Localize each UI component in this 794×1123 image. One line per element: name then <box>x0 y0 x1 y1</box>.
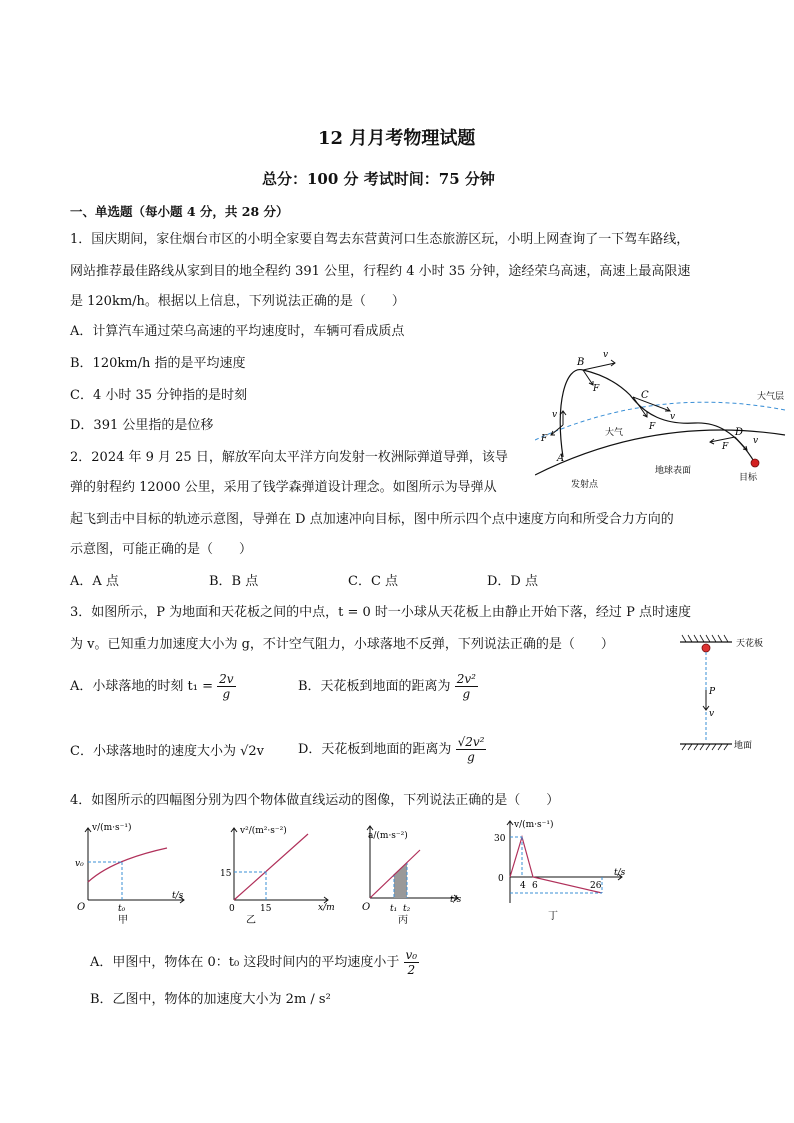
q4-option-b: B．乙图中，物体的加速度大小为 2m / s² <box>90 992 331 1007</box>
yi-name: 乙 <box>246 915 256 925</box>
q2-line-4: 示意图，可能正确的是（ ） <box>70 542 253 557</box>
bing-ylabel: a/(m·s⁻²) <box>368 831 408 841</box>
bing-xlabel: t/s <box>450 895 462 905</box>
q2-line-2: 弹的射程约 12000 公里，采用了钱学森弹道设计理念。如图所示为导弹从 <box>70 480 497 495</box>
q3-line-1: 3．如图所示，P 为地面和天花板之间的中点，t = 0 时一小球从天花板上由静止开始下落，经过 P 点时速度 <box>70 605 691 620</box>
q3-d-denominator: g <box>467 750 475 764</box>
q1-option-b: B．120km/h 指的是平均速度 <box>70 356 246 371</box>
q2-line-3: 起飞到击中目标的轨迹示意图，导弹在 D 点加速冲向目标，图中所示四个点中速度方向和所受合力方向的 <box>70 512 674 527</box>
q3-line-2: 为 v。已知重力加速度大小为 g，不计空气阻力，小球落地不反弹，下列说法正确的是（ ） <box>70 637 614 652</box>
velocity-v-label: v <box>709 709 715 719</box>
q3-d-numerator: √2v² <box>457 735 485 749</box>
q1-option-d: D．391 公里指的是位移 <box>70 418 214 433</box>
q3-option-d <box>298 735 486 764</box>
graph-jia <box>72 820 192 925</box>
graph-bing <box>360 820 470 925</box>
q4-a-numerator: v₀ <box>405 948 418 962</box>
q4-a-denominator: 2 <box>407 963 416 977</box>
point-c-label: C <box>641 390 649 401</box>
bing-t2: t₂ <box>403 904 411 914</box>
yi-x15: 15 <box>260 904 272 914</box>
a-f-label: F <box>541 434 548 444</box>
ding-name: 丁 <box>548 911 558 922</box>
q1-line-3: 是 120km/h。根据以上信息，下列说法正确的是（ ） <box>70 294 405 309</box>
q2-option-b: B．B 点 <box>209 574 259 589</box>
q1-line-2: 网站推荐最佳路线从家到目的地全程约 391 公里，行程约 4 小时 35 分钟，途经荣乌高速，高速上最高限速 <box>70 264 691 279</box>
falling-ball-figure <box>676 632 776 762</box>
ceiling-label: 天花板 <box>736 639 764 649</box>
q2-line-1: 2．2024 年 9 月 25 日，解放军向太平洋方向发射一枚洲际弹道导弹，该导 <box>70 450 508 465</box>
jia-t0: t₀ <box>118 904 126 914</box>
q1-option-a: A．计算汽车通过荣乌高速的平均速度时，车辆可看成质点 <box>70 324 405 339</box>
page-title: 12 月月考物理试题 <box>318 128 476 149</box>
graph-ding <box>490 815 630 925</box>
q3-option-a <box>70 672 236 701</box>
q4-option-a <box>90 948 419 977</box>
b-f-label: F <box>593 384 600 394</box>
q3-option-b <box>298 672 478 701</box>
q4-option-a-text: A．甲图中，物体在 0：t₀ 这段时间内的平均速度小于 <box>90 955 400 970</box>
atmosphere-layer-label: 大气层 <box>757 392 785 402</box>
point-a-label: A <box>557 453 565 464</box>
b-v-label: v <box>603 350 609 360</box>
ding-x6: 6 <box>532 881 538 891</box>
q1-option-c: C．4 小时 35 分钟指的是时刻 <box>70 388 248 403</box>
q3-a-numerator: 2v <box>219 672 234 686</box>
yi-xlabel: x/m <box>318 903 335 913</box>
ding-y30: 30 <box>494 834 506 844</box>
jia-ylabel: v/(m·s⁻¹) <box>92 823 132 833</box>
bing-name: 丙 <box>398 915 408 925</box>
graph-yi <box>218 820 348 925</box>
ding-zero: 0 <box>498 874 504 884</box>
yi-origin: 0 <box>229 904 235 914</box>
jia-xlabel: t/s <box>172 891 184 901</box>
missile-trajectory-figure <box>535 345 790 490</box>
jia-name: 甲 <box>118 915 128 925</box>
ground-label: 地面 <box>734 741 753 751</box>
page-subtitle: 总分：100 分 考试时间：75 分钟 <box>262 170 495 188</box>
earth-surface-label: 地球表面 <box>655 466 692 476</box>
q3-b-numerator: 2v² <box>456 672 476 686</box>
c-f-label: F <box>649 422 656 432</box>
a-v-label: v <box>552 410 558 420</box>
q4-line: 4．如图所示的四幅图分别为四个物体做直线运动的图像，下列说法正确的是（ ） <box>70 793 560 808</box>
d-v-label: v <box>753 436 759 446</box>
q3-b-denominator: g <box>462 687 471 701</box>
ding-xlabel: t/s <box>614 868 626 878</box>
section-heading: 一、单选题（每小题 4 分，共 28 分） <box>70 204 289 219</box>
q2-option-d: D．D 点 <box>487 574 538 589</box>
d-f-label: F <box>722 442 729 452</box>
bing-t1: t₁ <box>390 904 398 914</box>
jia-v0: v₀ <box>75 859 84 869</box>
launch-point-label: 发射点 <box>571 480 599 490</box>
q3-option-a-text: A．小球落地的时刻 t₁ = <box>70 679 213 694</box>
q3-option-d-text: D．天花板到地面的距离为 <box>298 742 452 757</box>
q3-a-denominator: g <box>222 687 231 701</box>
ding-x4: 4 <box>520 881 526 891</box>
atmosphere-label: 大气 <box>605 428 624 438</box>
jia-origin: O <box>77 902 86 913</box>
ding-x26: 26 <box>590 881 602 891</box>
point-d-label: D <box>735 427 744 438</box>
target-label: 目标 <box>739 473 758 483</box>
point-b-label: B <box>577 357 585 368</box>
ding-ylabel: v/(m·s⁻¹) <box>514 820 554 830</box>
q1-line-1: 1．国庆期间，家住烟台市区的小明全家要自驾去东营黄河口生态旅游区玩，小明上网查询了一下驾车路线， <box>70 232 690 247</box>
q2-option-c: C．C 点 <box>348 574 399 589</box>
yi-y15: 15 <box>220 869 232 879</box>
point-p-label: P <box>709 687 716 697</box>
yi-ylabel: v²/(m²·s⁻²) <box>240 826 287 836</box>
c-v-label: v <box>670 412 676 422</box>
q3-option-c: C．小球落地时的速度大小为 √2v <box>70 744 264 759</box>
bing-origin: O <box>362 902 371 913</box>
q2-option-a: A．A 点 <box>70 574 119 589</box>
q3-option-b-text: B．天花板到地面的距离为 <box>298 679 451 694</box>
